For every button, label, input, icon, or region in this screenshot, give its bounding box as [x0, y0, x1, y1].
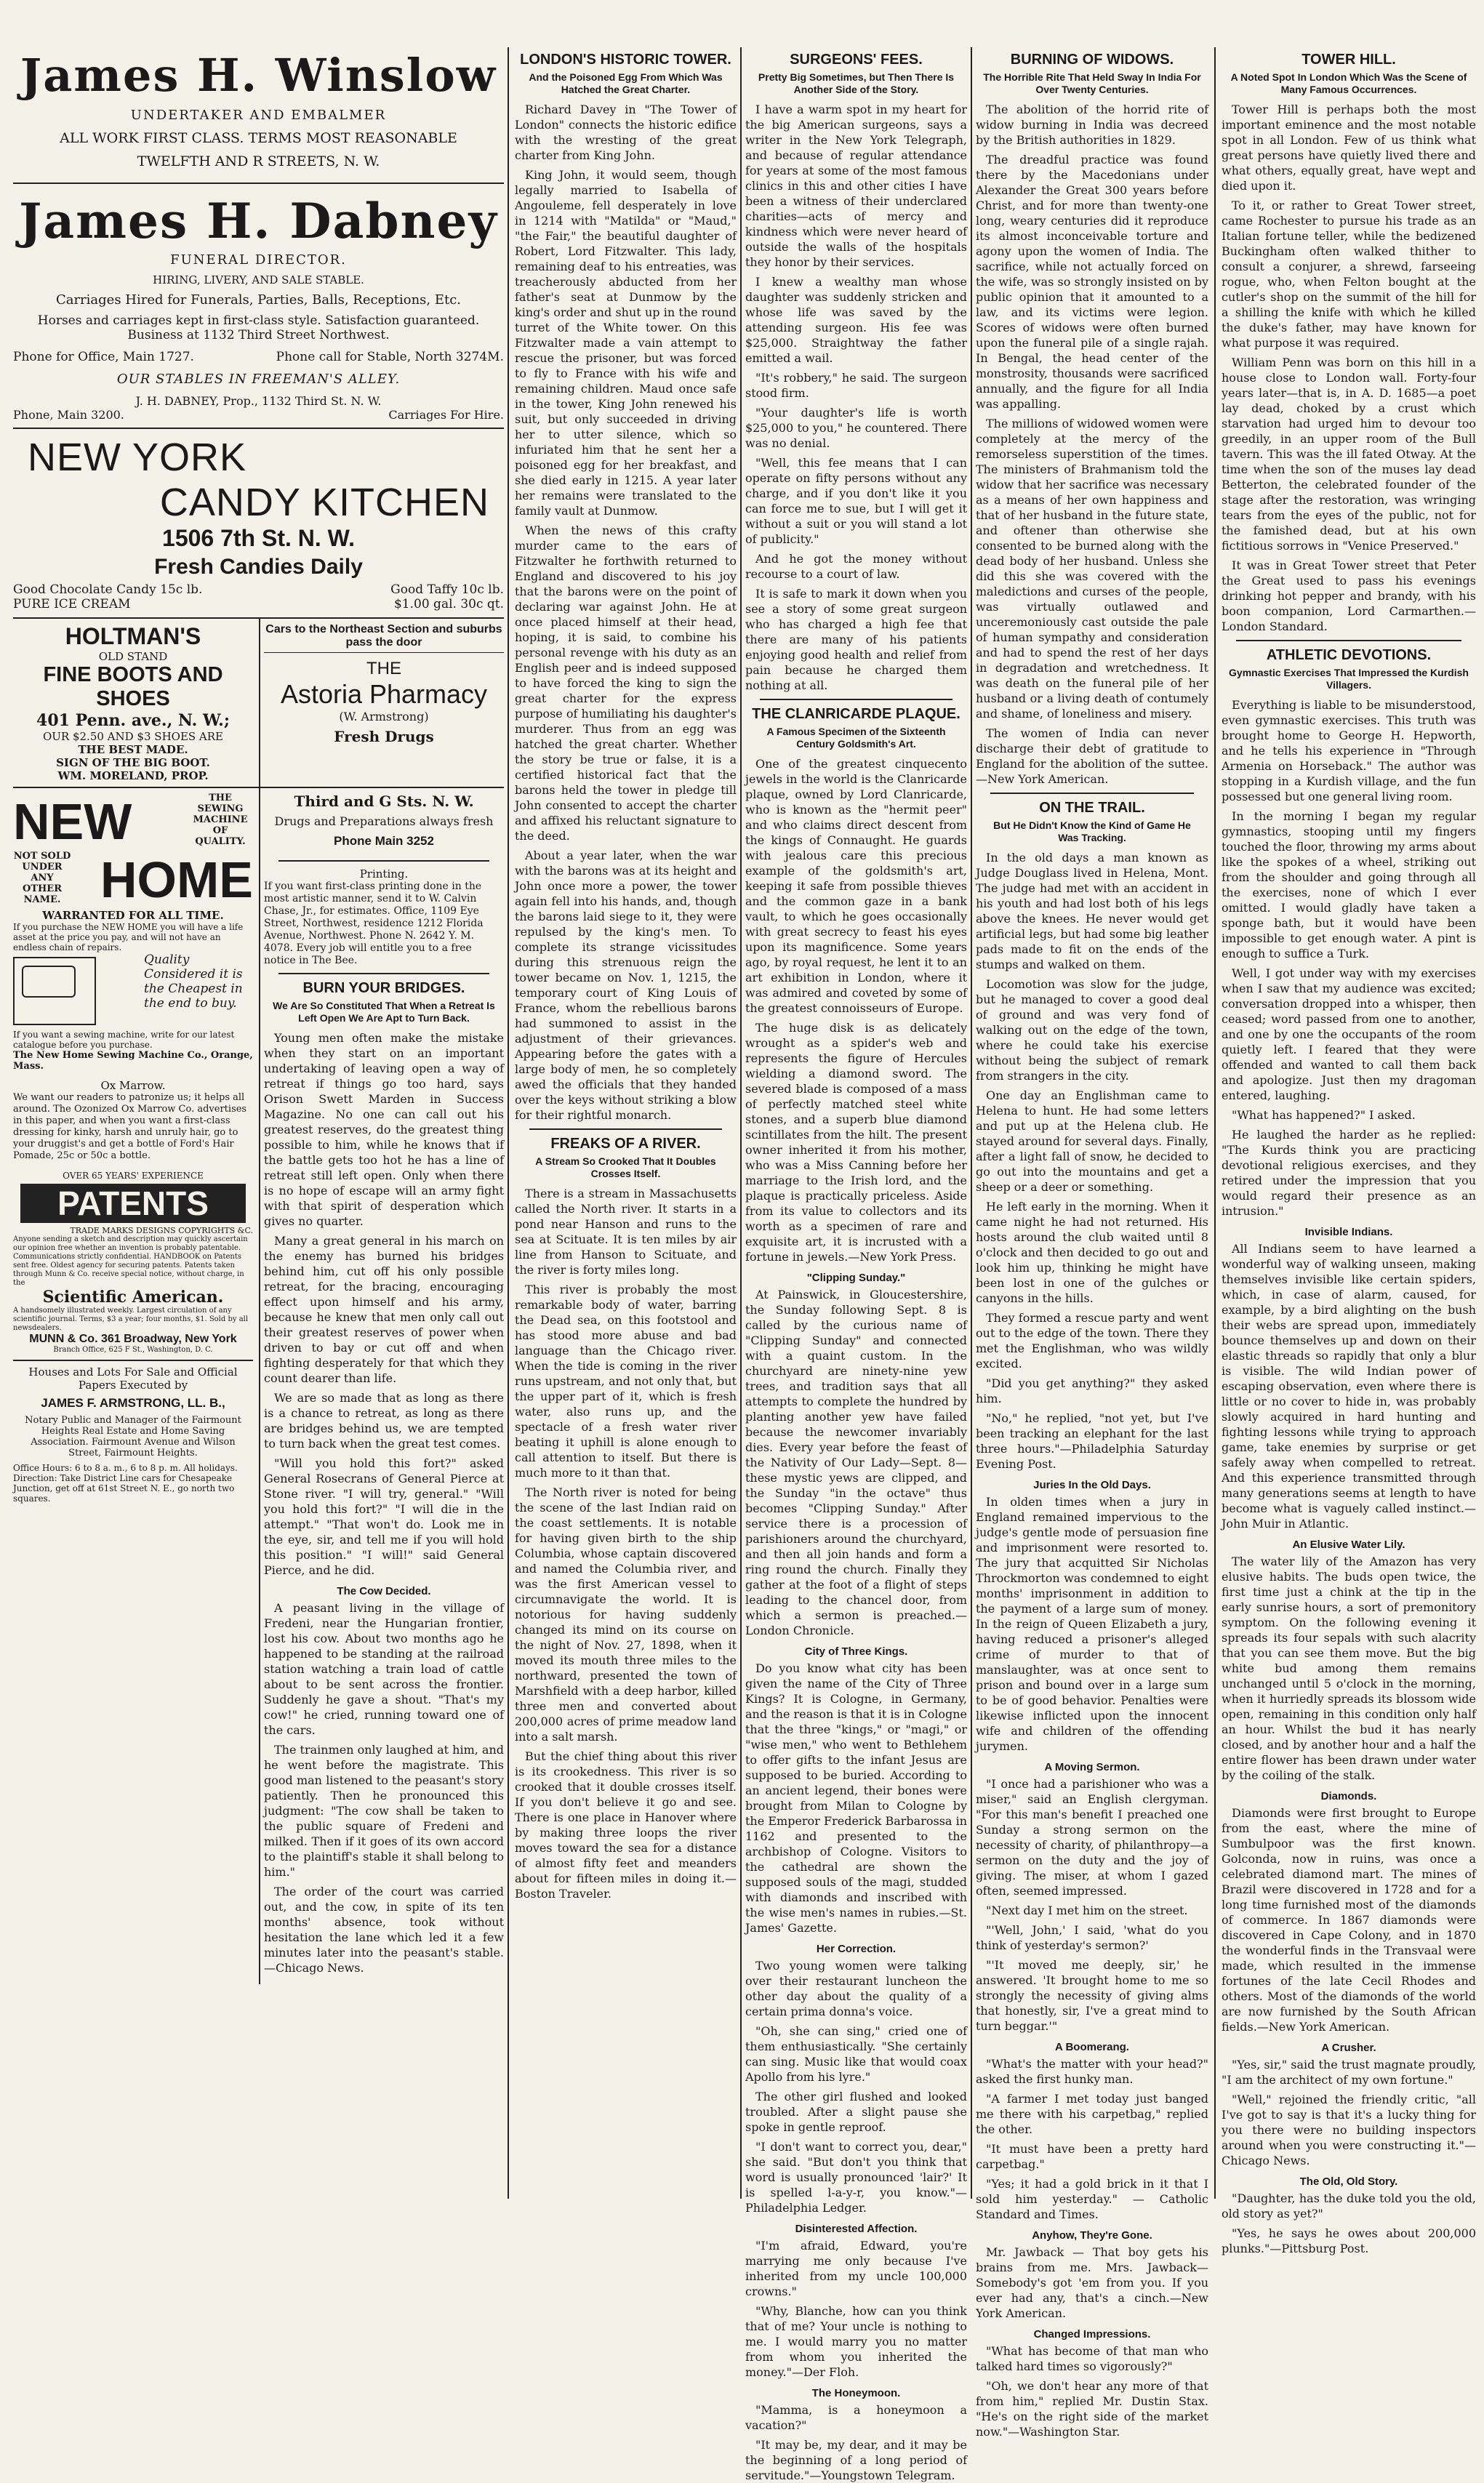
invisible-indians-p1: All Indians seem to have learned a wonderful way of walking unseen, making themselves invisible like certain spiders, which, in case of alarm, caused, for example, by a bird alighting on the bush their webs are spread upon, immediately bounce themselves up and down on their elastic threads so rapidly that only a blur is visible. The wild Indian power of escaping observation, even where there is little or no cover to hide in, was probably slowly acquired in hard hunting and fighting lessons while trying to approach game, take enemies by surprise or get safely away when compelled to retreat. And this experience transmitted through many generations seems at length to have become what is vaguely called instinct.—John Muir in Atlantic. — [1222, 1242, 1476, 1531]
changed-impressions-p1: "What has become of that man who talked hard times so vigorously?" — [976, 2344, 1208, 2373]
candy-taffy: Good Taffy 10c lb. — [390, 582, 504, 597]
dabney-name: James H. Dabney — [19, 193, 498, 249]
holtman-address: 401 Penn. ave., N. W.; — [36, 711, 230, 730]
her-correction-p2: "Oh, she can sing," cried one of them enthusiastically. "She certainly can sing. Music like that would coax Apollo from his lyre." — [745, 2024, 967, 2084]
astoria-owner: (W. Armstrong) — [339, 710, 429, 723]
dabney-alley: OUR STABLES IN FREEMAN'S ALLEY. — [116, 372, 401, 387]
moving-sermon-p1: "I once had a parishioner who was a miser," said an English clergyman. "For this man's benefit I preached one Sunday a strong sermon on the necessity of charity, of philanthropy—a sermon on the duty and the joy of giving. The miser, at whom I gazed often, seemed impressed. — [976, 1777, 1208, 1898]
astoria-ad — [264, 619, 504, 787]
patents-over: OVER 65 YEARS' EXPERIENCE — [63, 1171, 204, 1181]
burn-bridges-heading: BURN YOUR BRIDGES. — [302, 980, 465, 996]
burning-widows-p1: The abolition of the horrid rite of widow burning in India was decreed by the British authorities in 1829. — [976, 103, 1208, 147]
dabney-phone-stable: Phone call for Stable, North 3274M. — [276, 350, 504, 364]
new-home-new: NEW — [13, 793, 132, 850]
dabney-prop: J. H. DABNEY, Prop., 1132 Third St. N. W. — [135, 394, 382, 408]
burn-bridges-p4: "Will you hold this fort?" asked General Rosecrans of General Pierce at Stone river. "I will try, general." "Will you hold this fort?" "I will die in the attempt." "That won't do. Look me in the eye, sir, and tell me if you will hold this position." "I will!" said General Pierce, and he did. — [264, 1456, 504, 1577]
winslow-line2: ALL WORK FIRST CLASS. TERMS MOST REASONABLE — [60, 130, 457, 146]
dabney-carriages-hire: Carriages For Hire. — [388, 408, 504, 422]
freaks-river-heading: FREAKS OF A RIVER. — [550, 1136, 701, 1152]
tower-hill-subheading: A Noted Spot In London Which Was the Scene of Many Famous Occurrences. — [1230, 71, 1467, 95]
moving-sermon-p2: "Next day I met him on the street. — [986, 1904, 1188, 1917]
tower-hill-p1: Tower Hill is perhaps both the most important eminence and the most notable spot in all London. Few of us think what great persons have quietly lived there and what others, equally great, have wept and died upon it. — [1222, 103, 1476, 193]
disinterested-heading: Disinterested Affection. — [795, 2223, 918, 2235]
astoria-cars: Cars to the Northeast Section and suburbs pass the door — [264, 623, 504, 653]
holtman-old: OLD STAND — [98, 650, 168, 663]
holtman-shoes: FINE BOOTS AND SHOES — [43, 663, 223, 710]
freaks-river-subheading: A Stream So Crooked That It Doubles Crosses Itself. — [535, 1155, 716, 1179]
winslow-line1: UNDERTAKER AND EMBALMER — [130, 108, 387, 123]
holtman-name: HOLTMAN'S — [65, 623, 201, 649]
candy-address: 1506 7th St. N. W. — [162, 525, 355, 551]
holtman-our: OUR $2.50 AND $3 SHOES ARE — [42, 730, 224, 743]
column-1 — [515, 47, 737, 2199]
patents-marks: TRADE MARKS DESIGNS COPYRIGHTS &C. — [70, 1226, 253, 1235]
patents-branch: Branch Office, 625 F St., Washington, D. C. — [53, 1346, 213, 1354]
burning-widows-subheading: The Horrible Rite That Held Sway In India For Over Twenty Centuries. — [983, 71, 1201, 95]
surgeons-fees-p2: I knew a wealthy man whose daughter was suddenly stricken and whose life was saved by the attending surgeon. His fee was $25,000. Straightway the father emitted a wail. — [745, 275, 967, 365]
clanricarde-heading: THE CLANRICARDE PLAQUE. — [752, 706, 960, 722]
astoria-fresh: Fresh Drugs — [334, 728, 434, 745]
her-correction-heading: Her Correction. — [816, 1943, 897, 1955]
on-trail-p1: In the old days a man known as Judge Douglass lived in Helena, Mont. The judge had met with an accident in his youth and had lost both of his legs above the knees. He never would get artificial legs, but had some big leather pads made to fit on the ends of the stumps and walked on them. — [976, 851, 1208, 971]
column-4 — [1222, 47, 1476, 2255]
right-ad-column — [264, 788, 504, 1984]
athletic-devotions-p1: Everything is liable to be misunderstood, even gymnastic exercises. This truth was brought home to George H. Hepworth, and he tells his experience in "Through Armenia on Horseback." The author was stopping in a Kurdish village, and the fun possessed but one general living room. — [1222, 698, 1476, 803]
new-home-quality: Quality Considered it is the Cheapest in the end to buy. — [144, 952, 243, 1011]
armstrong-name: JAMES F. ARMSTRONG, LL. B., — [41, 1396, 225, 1410]
clipping-sunday-p1: At Painswick, in Gloucestershire, the Sunday following Sept. 8 is called by the curious name of "Clipping Sunday" and connected with a quaint custom. In the churchyard are ninety-nine yew trees, and tradition says that all attempts to complete the hundred by planting another yew have failed because the newcomer invariably dies. Every year before the feast of the Nativity of Our Lady—Sept. 8—these mystic yews are clipped, and the Sunday "in the octave" thus becomes "Clipping Sunday." After service there is a procession of parishioners around the churchyard, and then all join hands and form a ring round the church. Finally they gather at the foot of a flight of steps leading to the chancel door, from which a sermon is preached.—London Chronicle. — [745, 1288, 967, 1637]
new-home-warranted: WARRANTED FOR ALL TIME. — [42, 909, 224, 922]
astoria-phone: Phone Main 3252 — [334, 834, 434, 848]
patents-munn: MUNN & Co. 361 Broadway, New York — [29, 1333, 237, 1345]
changed-impressions-heading: Changed Impressions. — [1033, 2328, 1151, 2340]
burning-widows-heading: BURNING OF WIDOWS. — [1010, 52, 1174, 68]
surgeons-fees-p1: I have a warm spot in my heart for the big American surgeons, says a writer in the New York Telegraph, and because of regular attendance for years at some of the most famous clinics in this and other cities I have been a witness of their underclared charities—acts of mercy and kindness which were never heard of outside the walls of the hospitals they honor by their services. — [745, 103, 967, 269]
armstrong-houses: Houses and Lots For Sale and Official Papers Executed by — [28, 1365, 238, 1392]
clanricarde-p2: The huge disk is as delicately wrought as a spider's web and represents the figure of Hercules wielding a diamond sword. The severed blade is composed of a mass of perfectly matched steel white stones, and a superb blue diamond scintillates from the hilt. The present owner inherited it from his mother, who was a Miss Canning before her marriage to the Irish lord, and the plaque is practically priceless. Aside from its value to collectors and its worth as a specimen of rare and exquisite art, it is incrusted with a fortune in jewels.—New York Press. — [745, 1021, 967, 1264]
diamonds-heading: Diamonds. — [1320, 1790, 1377, 1802]
old-story-p1: "Daughter, has the duke told you the old, old story as yet?" — [1222, 2191, 1476, 2221]
on-trail-p2: Locomotion was slow for the judge, but he managed to cover a good deal of ground and was very fond of walking out on the edge of the town, where he could take his exercise without being the subject of remark from strangers in the city. — [976, 977, 1208, 1083]
new-home-not-sold: NOT SOLD UNDER ANY OTHER NAME. — [13, 851, 71, 905]
london-tower-p2: King John, it would seem, though legally married to Isabella of Angouleme, fell desperately in love in 1214 with "Matilda" or "Maud," "the Fair," the beautiful daughter of Robert, Lord Fitzwalter. This lady, remaining deaf to his entreaties, was treacherously abducted from her father's seat at Dunmow by the king's order and shut up in the round turret of the White tower. On this Fitzwalter made a vain attempt to rescue the prisoner, but was forced to fly to France with his wife and remaining children. Maud once safe in the tower, King John renewed his suit, but only succeeded in driving her to utter silence, which so infuriated him that he sent her a poisoned egg for her breakfast, and she died early in 1215. A year later her remains were translated to the family vault at Dunmow. — [515, 168, 737, 518]
cow-decided-p3: The order of the court was carried out, and the cow, in spite of its ten months' absence, took without hesitation the lane which led it a few minutes later into the peasant's stable.—Chicago News. — [264, 1885, 504, 1975]
surgeons-fees-p4: "Your daughter's life is worth $25,000 to you," he countered. There was no denial. — [745, 406, 967, 450]
surgeons-fees-p7: It is safe to mark it down when you see a story of some great surgeon who has charged a high fee that there are many of his patients enjoying good health and relief from pain because he charged them nothing at all. — [745, 587, 967, 692]
honeymoon-p2: "It may be, my dear, and it may be the beginning of a long period of servitude."—Youngstown Telegram. — [745, 2438, 967, 2482]
dabney-horses: Horses and carriages kept in first-class style. Satisfaction guaranteed. Business at 1132 Third Street Northwest. — [37, 313, 480, 342]
on-trail-p6: "Did you get anything?" they asked him. — [976, 1376, 1208, 1405]
water-lily-heading: An Elusive Water Lily. — [1292, 1539, 1405, 1551]
dabney-ad — [13, 184, 504, 429]
tower-hill-p2: To it, or rather to Great Tower street, came Rochester to pursue his trade as an Italian fortune teller, while the bedizened Buckingham often walked thither to consult a conjurer, a shrewd, farseeing rogue, who, when Felton bought at the cutler's shop on the summit of the hill for a shilling the knife with which he killed the duke's father, may have known for what purpose it was required. — [1222, 198, 1476, 350]
boomerang-p2: "A farmer I met today just banged me there with his carpetbag," replied the other. — [976, 2092, 1208, 2136]
winslow-ad — [13, 40, 504, 184]
patents-scientific: Scientific American. — [42, 1288, 224, 1307]
old-story-heading: The Old, Old Story. — [1299, 2175, 1398, 2188]
burn-bridges-p2: Many a great general in his march on the enemy has burned his bridges behind him, cut off his only possible retreat, for the bracing, encouraging effect upon himself and his army, because he knew that men only call out their greatest reserves of power when driven to bay or cut off and when fighting desperately for that which they count dearer than life. — [264, 1234, 504, 1385]
surgeons-fees-p6: And he got the money without recourse to a court of law. — [745, 552, 967, 581]
astoria-name: Astoria Pharmacy — [280, 679, 488, 709]
athletic-devotions-subheading: Gymnastic Exercises That Impressed the Kurdish Villagers. — [1229, 667, 1469, 691]
armstrong-direction: Direction: Take District Line cars for Chesapeake Junction, get off at 61st Street N. E., go north two squares. — [13, 1473, 235, 1504]
dabney-phone-main: Phone, Main 3200. — [13, 408, 124, 422]
crusher-heading: A Crusher. — [1321, 2042, 1376, 2054]
new-home-ad — [13, 788, 260, 1984]
freaks-river-p1: There is a stream in Massachusetts called the North river. It starts in a pond near Hanson and runs to the sea at Scituate. It is ten miles by air line from Hanson to Scituate, and the river is forty miles long. — [515, 1187, 737, 1277]
sewing-machine-illustration — [13, 957, 96, 1025]
on-trail-p7: "No," he replied, "not yet, but I've been tracking an elephant for the last three hours."—Philadelphia Saturday Evening Post. — [976, 1411, 1208, 1471]
athletic-devotions-p5: He laughed the harder as he replied: "The Kurds think you are practicing devotional religious exercises, and they retired under the impression that you would regard their presence as an intrusion." — [1222, 1128, 1476, 1218]
on-trail-heading: ON THE TRAIL. — [1039, 800, 1145, 816]
moving-sermon-p4: "'It moved me deeply, sir,' he answered. 'It brought home to me so strongly the necessity of giving alms that honestly, sir, I've a great mind to turn beggar.'" — [976, 1958, 1208, 2033]
printing-heading: Printing. — [359, 867, 409, 881]
invisible-indians-heading: Invisible Indians. — [1304, 1226, 1393, 1238]
clanricarde-p1: One of the greatest cinquecento jewels in the world is the Clanricarde plaque, owned by Lord Clanricarde, who is known as the "hermit peer" and who claims direct descent from the kings of Connaught. He guards with jealous care this precious example of the goldsmith's art, keeping it safe from possible thieves and the common gaze in a bank vault, to which he goes occasionally with great secrecy to feast his eyes upon its magnificence. Some years ago, by royal request, he lent it to an art exhibition in London, where it was admired and coveted by some of the greatest connoisseurs of Europe. — [745, 757, 967, 1015]
tower-hill-heading: TOWER HILL. — [1301, 52, 1396, 68]
freaks-river-p4: But the chief thing about this river is its crookedness. This river is so crooked that it double crosses itself. If you don't believe it go and see. There is one place in Hanover where by making three loops the river moves toward the sea for a distance of almost fifty feet and meanders about for fifteen miles in doing it.—Boston Traveler. — [515, 1749, 737, 1901]
new-home-home: HOME — [100, 851, 253, 908]
london-tower-subheading: And the Poisoned Egg From Which Was Hatched the Great Charter. — [529, 71, 723, 95]
boomerang-p1: "What's the matter with your head?" asked the first hunky man. — [976, 2057, 1208, 2086]
london-tower-p4: About a year later, when the war with the barons was at its height and John once more a power, the tower again fell into his hands, and, though the barons laid siege to it, they were repulsed by the king's men. To complete its strange vicissitudes during this strenuous reign the tower became on Nov. 1, 1215, the temporary court of King Louis of France, whom the rebellious barons had summoned to assist in the adjustment of their grievances. Appearing before the gates with a large body of men, he so completely awed the officials that they handed over the keys without striking a blow for their rightful monarch. — [515, 849, 737, 1122]
on-trail-subheading: But He Didn't Know the Kind of Game He Was Tracking. — [993, 819, 1191, 843]
burn-bridges-subheading: We Are So Constituted That When a Retreat Is Left Open We Are Apt to Turn Back. — [273, 1000, 495, 1024]
burning-widows-p4: The women of India can never discharge their debt of gratitude to England for the abolition of the suttee.—New York American. — [976, 726, 1208, 786]
juries-heading: Juries In the Old Days. — [1033, 1479, 1151, 1491]
athletic-devotions-p4: "What has happened?" I asked. — [1232, 1108, 1416, 1122]
athletic-devotions-p2: In the morning I began my regular gymnastics, stooping until my fingers touched the floor, throwing my arms about like the spokes of a wheel, striking out from the shoulder and going through all the exercises, none of which I ever omitted. I would gladly have taken a sponge bath, but it would have been impossible to get enough water. A pint is enough to suffice a Turk. — [1222, 809, 1476, 960]
crusher-p2: "Well," rejoined the friendly critic, "all I've got to say is that it's a lucky thing for you there were no building inspectors around when you were constructing it."—Chicago News. — [1222, 2093, 1476, 2167]
on-trail-p4: He left early in the morning. When it came night he had not returned. His hosts around the club waited until 8 o'clock and then decided to go out and look him up, thinking he might have been lost in one of the gulches or canyons in the hills. — [976, 1200, 1208, 1305]
honeymoon-p1: "Mamma, is a honeymoon a vacation?" — [745, 2403, 967, 2432]
moving-sermon-p3: "'Well, John,' I said, 'what do you think of yesterday's sermon?' — [976, 1923, 1208, 1952]
astoria-drugs: Drugs and Preparations always fresh — [274, 814, 494, 828]
winslow-name: James H. Winslow — [20, 49, 497, 102]
dabney-phone-office: Phone for Office, Main 1727. — [13, 350, 194, 364]
burning-widows-p3: The millions of widowed women were completely at the mercy of the remorseless superstition of the times. The ministers of Brahmanism told the widow that her sacrifice was necessary as a means of her own happiness and that of her husband in the future state, and oftener than otherwise she consented to be burned along with the dead body of her husband. Unless she did this she was covered with the maledictions and curses of the people, was virtually outlawed and unceremoniously cast outside the pale of human sympathy and consideration and had to spend the rest of her days in degradation and wretchedness. It was death on the funeral pile of her husband or a living death of contumely and shame, of loneliness and misery. — [976, 417, 1208, 721]
old-story-p2: "Yes, he says he owes about 200,000 plunks."—Pittsburg Post. — [1222, 2226, 1476, 2255]
boomerang-heading: A Boomerang. — [1055, 2041, 1129, 2053]
candy-fresh: Fresh Candies Daily — [154, 555, 363, 579]
printing-body: If you want first-class printing done in the most artistic manner, send it to W. Calvin Chase, Jr., for estimates. Office, 1109 Eye Street, Northwest, residence 1212 Florida Avenue, Northwest. Phone N. 2642 Y. M. 4078. Every job will entitle you to a free notice in The Bee. — [264, 881, 484, 966]
column-2 — [745, 47, 967, 2482]
london-tower-p1: Richard Davey in "The Tower of London" connects the historic edifice with the wresting of the great charter from King John. — [515, 103, 737, 162]
candy-line2: CANDY KITCHEN — [159, 481, 489, 524]
boomerang-p4: "Yes; it had a gold brick in it that I sold him yesterday." — Catholic Standard and Times. — [976, 2177, 1208, 2221]
surgeons-fees-heading: SURGEONS' FEES. — [790, 52, 923, 68]
london-tower-p3: When the news of this crafty murder came to the ears of Fitzwalter he forthwith returned to England and discovered to his joy that the barons were on the point of declaring war against John. He at once placed himself at their head, hoping, it is said, to combine his personal revenge with his duty as an English peer and is indeed supposed to have forced the king to sign the great charter for the express purpose of humiliating his daughter's murderer. Thus from an egg was hatched the great charter. Whether the story be true or false, it is a certified historical fact that the barons held the tower in pledge till John consented to accept the charter and affixed his reluctant signature to the deed. — [515, 524, 737, 843]
dabney-title: FUNERAL DIRECTOR. — [170, 252, 347, 268]
changed-impressions-p2: "Oh, we don't hear any more of that from him," replied Mr. Dustin Stax. "He's on the right side of the market now."—Washington Star. — [976, 2379, 1208, 2439]
oxmarrow-body: We want our readers to patronize us; it helps all around. The Ozonized Ox Marrow Co. advertises in this paper, and when you want a first-class dressing for kinky, harsh and unruly hair, go to your druggist's and get a bottle of Ford's Hair Pomade, 25c or 50c a bottle. — [13, 1092, 247, 1161]
diamonds-p1: Diamonds were first brought to Europe from the east, where the mine of Sumbulpoor was the first known. Golconda, now in ruins, was once a celebrated diamond mart. The mines of Brazil were discovered in 1728 and for a long time furnished most of the diamonds of commerce. In 1867 diamonds were discovered in Cape Colony, and in 1870 the wonderful finds in the Transvaal were made, which resulted in the immense fortunes of the late Cecil Rhodes and others. Most of the diamonds of the world are now furnished by the South African fields.—New York American. — [1222, 1806, 1476, 2034]
london-tower-heading: LONDON'S HISTORIC TOWER. — [520, 52, 731, 68]
freaks-river-p2: This river is probably the most remarkable body of water, barring the Dead sea, on this footstool and has stood more abuse and bad language than the Chicago river. When the tide is coming in the river runs upstream, and not only that, but the upper part of it, which is fresh water, also runs up, and the spectacle of a fresh water river beating it uphill is alone enough to call attention to itself. But there is much more to it than that. — [515, 1283, 737, 1480]
burning-widows-p2: The dreadful practice was found there by the Macedonians under Alexander the Great 300 years before Christ, and for more than twenty-one long, weary centuries did it reproduce its almost inconceivable torture and agony upon the women of India. The sacrifice, while not actually forced on the wife, was so strongly insisted on by public opinion that it amounted to a law, and its victims were legion. Scores of widows were often burned upon the funeral pile of a single rajah. In Bengal, the head center of the monstrosity, thousands were sacrificed annually, and the figure for all India was appalling. — [976, 153, 1208, 411]
anyhow-heading: Anyhow, They're Gone. — [1032, 2229, 1152, 2242]
honeymoon-heading: The Honeymoon. — [811, 2387, 901, 2399]
patents-word: PATENTS — [20, 1184, 246, 1223]
astoria-corner: Third and G Sts. N. W. — [294, 793, 474, 810]
new-home-sewing: THE SEWING MACHINE OF QUALITY. — [193, 793, 248, 847]
holtman-ad — [13, 619, 260, 787]
crusher-p1: "Yes, sir," said the trust magnate proudly, "I am the architect of my own fortune." — [1222, 2058, 1476, 2087]
on-trail-p3: One day an Englishman came to Helena to hunt. He had some letters and put up at the Helena club. He stayed around for several days. Finally, after a light fall of snow, he decided to go out into the mountains and get a sheep or a deer or something. — [976, 1088, 1208, 1194]
candy-line1: NEW YORK — [28, 436, 247, 479]
athletic-devotions-heading: ATHLETIC DEVOTIONS. — [1266, 647, 1432, 663]
surgeons-fees-p5: "Well, this fee means that I can operate on fifty persons without any charge, and if you don't like it you can force me to sue, but I will get it without a suit or you will stand a lot of publicity." — [745, 456, 967, 546]
tower-hill-p4: It was in Great Tower street that Peter the Great used to pass his evenings drinking hot pepper and brandy, with his boon companion, Lord Carmarthen.—London Standard. — [1222, 558, 1476, 633]
her-correction-p4: "I don't want to correct you, dear," she said. "But don't you think that word is usually pronounced 'lair?' It is spelled l-a-y-r, you know."—Philadelphia Ledger. — [745, 2140, 967, 2215]
candy-price: $1.00 gal. 30c qt. — [393, 597, 504, 611]
armstrong-hours: Office Hours: 6 to 8 a. m., 6 to 8 p. m. All holidays. — [13, 1463, 238, 1473]
holtman-prop: WM. MORELAND, PROP. — [57, 769, 209, 782]
cow-decided-p1: A peasant living in the village of Fredeni, near the Hungarian frontier, lost his cow. About two months ago he happened to be standing at the railroad station watching a train load of cattle about to be sent across the frontier. Suddenly he gave a shout. "That's my cow!" he cried, running toward one of the cars. — [264, 1601, 504, 1737]
boomerang-p3: "It must have been a pretty hard carpetbag." — [976, 2142, 1208, 2171]
column-3 — [976, 47, 1208, 2439]
candy-chocolate: Good Chocolate Candy 15c lb. — [13, 582, 203, 597]
cow-decided-p2: The trainmen only laughed at him, and he went before the magistrate. This good man listened to the peasant's story patiently. Then he pronounced this judgment: "The cow shall be taken to the public square of Fredeni and milked. Then if it goes of its own accord to the plaintiff's stable it shall belong to him." — [264, 1743, 504, 1879]
candy-ice-cream: PURE ICE CREAM — [13, 597, 131, 611]
astoria-the: THE — [366, 659, 401, 678]
freaks-river-p3: The North river is noted for being the scene of the last Indian raid on the coast settlements. It is notable for having given birth to the ship Columbia, whose captain discovered and named the Columbia river, and was the first American vessel to circumnavigate the world. It is notorious for having suddenly changed its mind on its course on the night of Nov. 27, 1898, when it moved its mouth three miles to the northward, presented the town of Marshfield with a deep harbor, killed three men and converted about 200,000 acres of prime meadow land into a salt marsh. — [515, 1485, 737, 1744]
disinterested-p1: "I'm afraid, Edward, you're marrying me only because I've inherited from my uncle 100,000 crowns." — [745, 2239, 967, 2298]
disinterested-p2: "Why, Blanche, how can you think that of me? Your uncle is nothing to me. I would marry you no matter from whom you inherited the money."—Der Floh. — [745, 2304, 967, 2379]
dabney-carriages: Carriages Hired for Funerals, Parties, Balls, Receptions, Etc. — [55, 292, 462, 308]
three-kings-p1: Do you know what city has been given the name of the City of Three Kings? It is Cologne, in Germany, and the reason is that it is in Cologne that the three "kings," or "magi," or "wise men," who went to Bethlehem to offer gifts to the infant Jesus are supposed to be buried. According to an ancient legend, their bones were brought from Milan to Cologne by the Emperor Frederick Barbarossa in 1162 and presented to the archbishop of Cologne. Visitors to the cathedral are shown the supposed souls of the magi, studded with diamonds and inscribed with the wise men's names in rubies.—St. James' Gazette. — [745, 1661, 967, 1935]
clipping-sunday-heading: "Clipping Sunday." — [806, 1272, 906, 1284]
candy-kitchen-ad — [13, 429, 504, 619]
cow-decided-heading: The Cow Decided. — [337, 1585, 431, 1597]
oxmarrow-heading: Ox Marrow. — [100, 1079, 166, 1092]
moving-sermon-heading: A Moving Sermon. — [1044, 1761, 1140, 1773]
dabney-stable: HIRING, LIVERY, AND SALE STABLE. — [153, 273, 364, 286]
advertisement-column — [13, 40, 504, 2199]
surgeons-fees-subheading: Pretty Big Sometimes, but Then There Is Another Side of the Story. — [758, 71, 955, 95]
armstrong-notary: Notary Public and Manager of the Fairmount Heights Real Estate and Home Saving Association. Fairmount Avenue and Wilson Street, Fairmount Heights. — [25, 1415, 241, 1459]
new-home-want: If you want a sewing machine, write for our latest catalogue before you purchase. — [13, 1030, 235, 1050]
three-kings-heading: City of Three Kings. — [804, 1645, 908, 1658]
on-trail-p5: They formed a rescue party and went out to the edge of the town. There they met the Englishman, who was wildly excited. — [976, 1311, 1208, 1371]
juries-p1: In olden times when a jury in England remained impervious to the judge's gentle mode of persuasion fine and imprisonment were resorted to. The jury that acquitted Sir Nicholas Throckmorton was condemned to eight months' imprisonment in addition to the payment of a large sum of money. In the reign of Queen Elizabeth a jury, having reduced a prisoner's alleged crime of murder to that of manslaughter, was at once sent to prison and bound over in a large sum to be of good behavior. Penalties were likewise inflicted upon the innocent wife and children of the offending jurymen. — [976, 1495, 1208, 1753]
her-correction-p1: Two young women were talking over their restaurant luncheon the other day about the quality of a certain prima donna's voice. — [745, 1959, 967, 2018]
patents-body: Anyone sending a sketch and description may quickly ascertain our opinion free whether an invention is probably patentable. Communications strictly confidential. HANDBOOK on Patents sent free. Oldest agency for securing patents. Patents taken through Munn & Co. receive special notice, without charge, in the — [13, 1235, 248, 1287]
holtman-best: THE BEST MADE. — [78, 743, 188, 756]
new-home-purchase: If you purchase the NEW HOME you will have a life asset at the price you pay, and will not have an endless chain of repairs. — [13, 922, 244, 952]
burn-bridges-p1: Young men often make the mistake when they start on an important undertaking of leaving open a way of retreat if things go too hard, says Orison Swett Marden in Success Magazine. No one can call out his greatest reserves, do the greatest thing possible to him, while he knows that if the battle gets too hot he has a line of retreat still left open. Only when there is no hope of escape will an army fight with that spirit of desperation which gives no quarter. — [264, 1031, 504, 1228]
surgeons-fees-p3: "It's robbery," he said. The surgeon stood firm. — [745, 371, 967, 400]
winslow-line3: TWELFTH AND R STREETS, N. W. — [137, 153, 380, 169]
tower-hill-p3: William Penn was born on this hill in a house close to London wall. Forty-four years later—that is, in A. D. 1685—a poet lay dead, choked by a crust which starvation had urged him to devour too greedily, in an upper room of the Bull tavern. This was the ill fated Otway. At the time when the son of the muses lay dead Betterton, the celebrated founder of the stage after the restoration, was wringing tears from the eyes of the public, not for the famished dead, but at his own fictitious sorrows in "Venice Preserved." — [1222, 356, 1476, 553]
athletic-devotions-p3: Well, I got under way with my exercises when I saw that my audience was excited; conversation dropped into a whisper, then ceased; word passed from one to another, and one by one the occupants of the room quietly left. I feared that they were offended and wanted to call them back and apologize. Just then my dragoman entered, laughing. — [1222, 966, 1476, 1102]
burn-bridges-p3: We are so made that as long as there is a chance to retreat, as long as there are bridges behind us, we are tempted to turn back when the great test comes. — [264, 1391, 504, 1451]
clanricarde-subheading: A Famous Specimen of the Sixteenth Century Goldsmith's Art. — [766, 726, 946, 750]
patents-sci-body: A handsomely illustrated weekly. Largest circulation of any scientific journal. Terms, $3 a year; four months, $1. Sold by all newsdealers. — [13, 1307, 249, 1332]
holtman-sign: SIGN OF THE BIG BOOT. — [56, 756, 210, 769]
water-lily-p1: The water lily of the Amazon has very elusive habits. The buds open twice, the first time just a chink at the tip in the early sunrise hours, a sort of premonitory symptom. On the following evening it spreads its four sepals with such alacrity that you can see them move. But the big white bud among them remains unchanged until 5 o'clock in the morning, when it hurriedly spreads its blossom wide open, remaining in this condition only half an hour. Whilst the bud it has nearly closed, and by another hour and a half the entire flower has been drawn under water by the coiling of the stalk. — [1222, 1555, 1476, 1782]
anyhow-p1: Mr. Jawback — That boy gets his brains from me. Mrs. Jawback—Somebody's got 'em from you. If you ever had any, that's a cinch.—New York American. — [976, 2245, 1208, 2320]
new-home-company: The New Home Sewing Machine Co., Orange, Mass. — [13, 1050, 253, 1072]
her-correction-p3: The other girl flushed and looked troubled. After a slight pause she spoke in gentle reproof. — [745, 2090, 967, 2134]
